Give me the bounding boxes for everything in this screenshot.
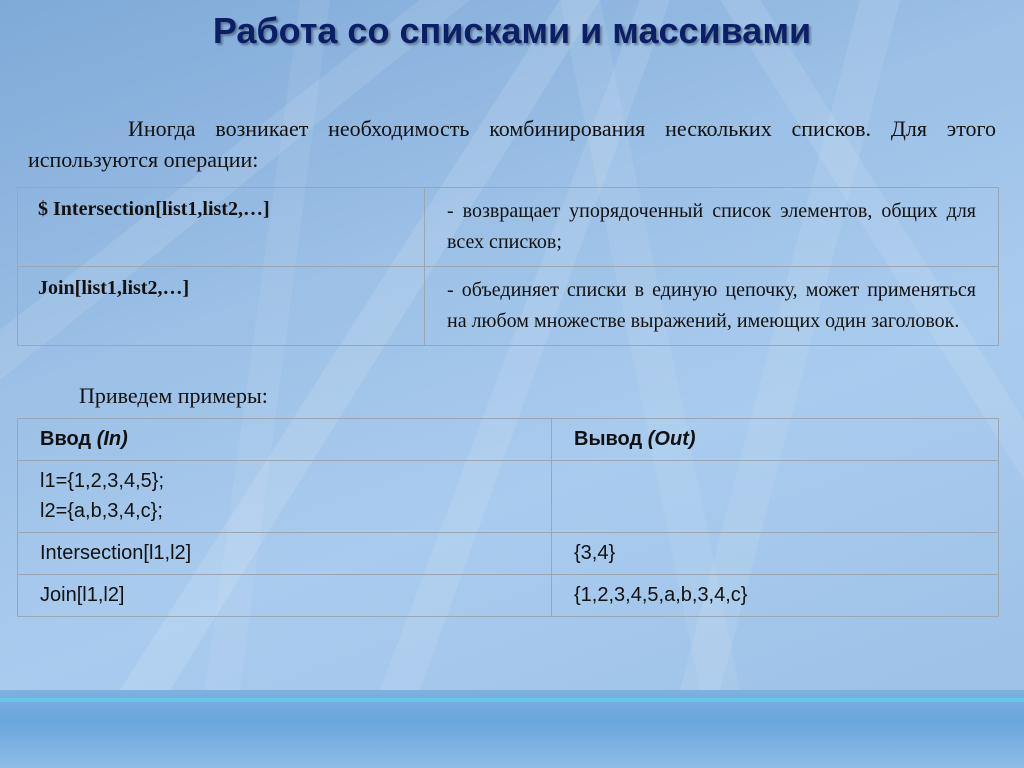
- example-input: [18, 461, 552, 533]
- examples-table: [17, 418, 999, 617]
- operation-row: [18, 267, 999, 346]
- input-header-em: (In): [96, 428, 128, 450]
- examples-label: Приведем примеры:: [79, 383, 268, 408]
- input-header-text: Ввод: [40, 428, 92, 450]
- operations-table: [17, 187, 999, 346]
- example-row: [18, 575, 999, 617]
- example-output: {3,4}: [552, 533, 999, 575]
- output-header-text: Вывод: [574, 428, 643, 450]
- operation-description: - возвращает упорядоченный список элементов, общих для всех списков;: [425, 188, 999, 267]
- examples-header-row: [18, 419, 999, 461]
- operation-name: $ Intersection[list1,list2,…]: [18, 188, 425, 267]
- example-row: [18, 461, 999, 533]
- intro-paragraph: Иногда возникает необходимость комбинирования нескольких списков. Для этого используются операции:: [28, 116, 996, 172]
- output-column-header: [552, 419, 999, 461]
- operation-name: Join[list1,list2,…]: [18, 267, 425, 346]
- input-column-header: [18, 419, 552, 461]
- example-input: Intersection[l1,l2]: [18, 533, 552, 575]
- output-header-em: (Out): [647, 428, 696, 450]
- example-input: Join[l1,l2]: [18, 575, 552, 617]
- example-row: [18, 533, 999, 575]
- example-input-line: l1={1,2,3,4,5};: [40, 470, 165, 492]
- example-output: [552, 461, 999, 533]
- example-output: {1,2,3,4,5,a,b,3,4,c}: [552, 575, 999, 617]
- slide-title: Работа со списками и массивами: [212, 10, 812, 51]
- operation-description: - объединяет списки в единую цепочку, может применяться на любом множестве выражений, имеющих один заголовок.: [425, 267, 999, 346]
- operation-row: [18, 188, 999, 267]
- example-input-line: l2={a,b,3,4,c};: [40, 500, 163, 522]
